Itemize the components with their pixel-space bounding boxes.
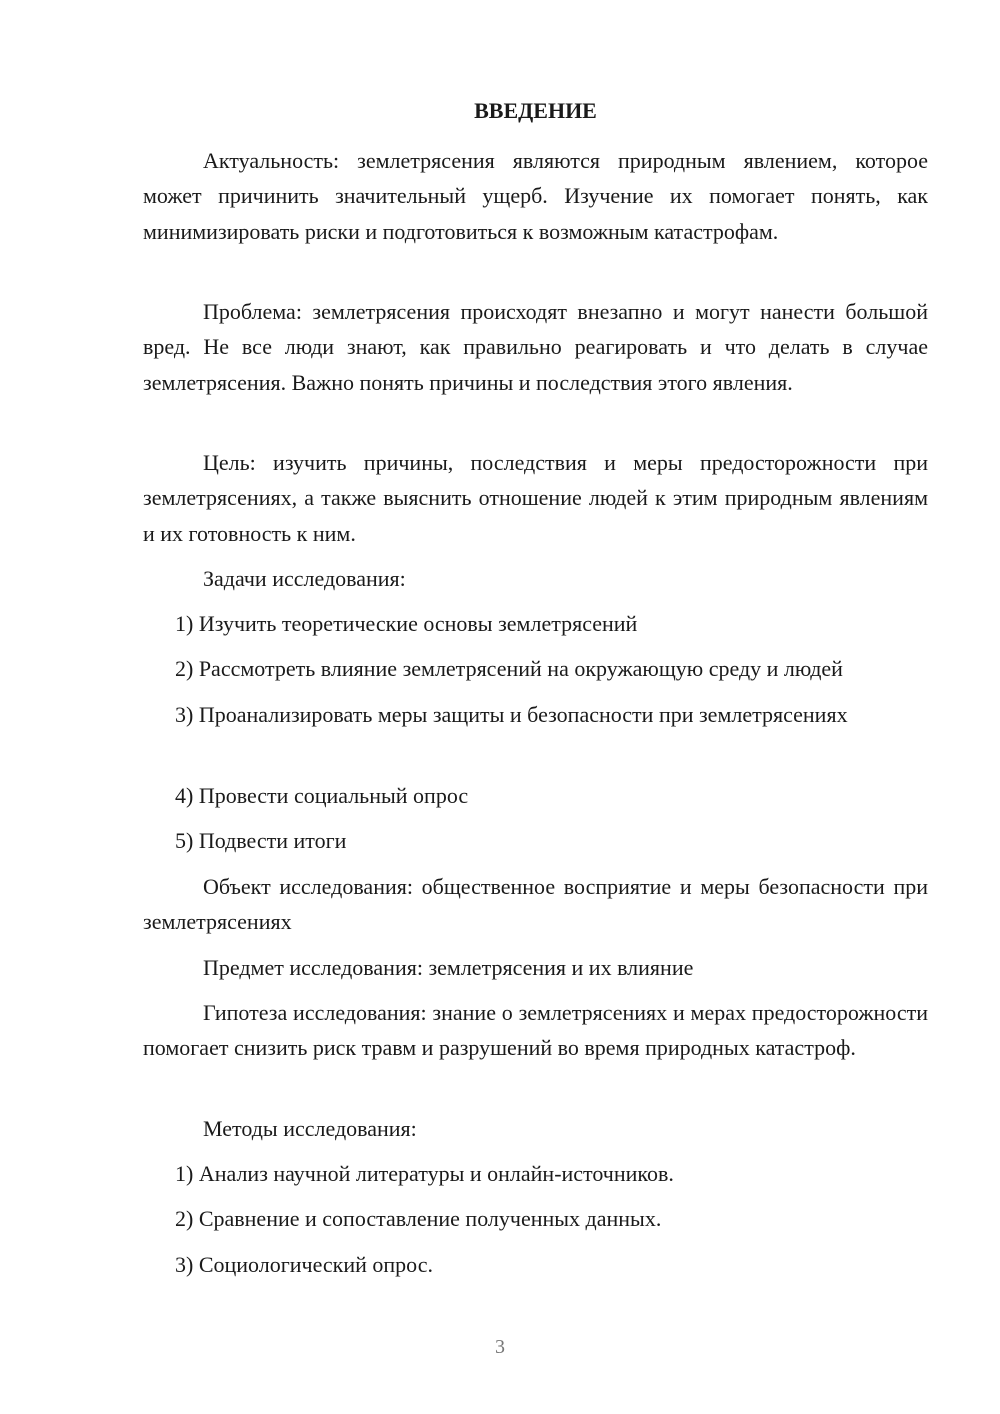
task-item-5: 5) Подвести итоги — [175, 828, 347, 853]
method-item-3: 3) Социологический опрос. — [175, 1252, 433, 1277]
section-title: ВВЕДЕНИЕ — [474, 98, 597, 123]
method-item-1: 1) Анализ научной литературы и онлайн-источников. — [175, 1161, 674, 1186]
paragraph-problem: Проблема: землетрясения происходят внезапно и могут нанести большой вред. Не все люди знают, как правильно реагировать и что делать в случае землетрясения. Важно понять причины и последствия этого явления. — [143, 299, 928, 395]
task-item-2: 2) Рассмотреть влияние землетрясений на окружающую среду и людей — [175, 656, 843, 681]
task-item-1: 1) Изучить теоретические основы землетрясений — [175, 611, 638, 636]
paragraph-relevance: Актуальность: землетрясения являются природным явлением, которое может причинить значительный ущерб. Изучение их помогает понять, как минимизировать риски и подготовиться к возможным катастрофам. — [143, 148, 928, 244]
paragraph-subject: Предмет исследования: землетрясения и их влияние — [203, 955, 694, 980]
paragraph-methods-heading: Методы исследования: — [203, 1116, 417, 1141]
method-item-2: 2) Сравнение и сопоставление полученных данных. — [175, 1206, 662, 1231]
task-item-3: 3) Проанализировать меры защиты и безопасности при землетрясениях — [175, 702, 848, 727]
paragraph-tasks-heading: Задачи исследования: — [203, 566, 406, 591]
task-item-4: 4) Провести социальный опрос — [175, 783, 469, 808]
paragraph-object: Объект исследования: общественное восприятие и меры безопасности при землетрясениях — [143, 874, 928, 935]
paragraph-goal: Цель: изучить причины, последствия и меры предосторожности при землетрясениях, а также выяснить отношение людей к этим природным явлениям и их готовность к ним. — [143, 450, 928, 546]
paragraph-hypothesis: Гипотеза исследования: знание о землетрясениях и мерах предосторожности помогает снизить риск травм и разрушений во время природных катастроф. — [143, 1000, 928, 1061]
page-number: 3 — [495, 1336, 505, 1358]
